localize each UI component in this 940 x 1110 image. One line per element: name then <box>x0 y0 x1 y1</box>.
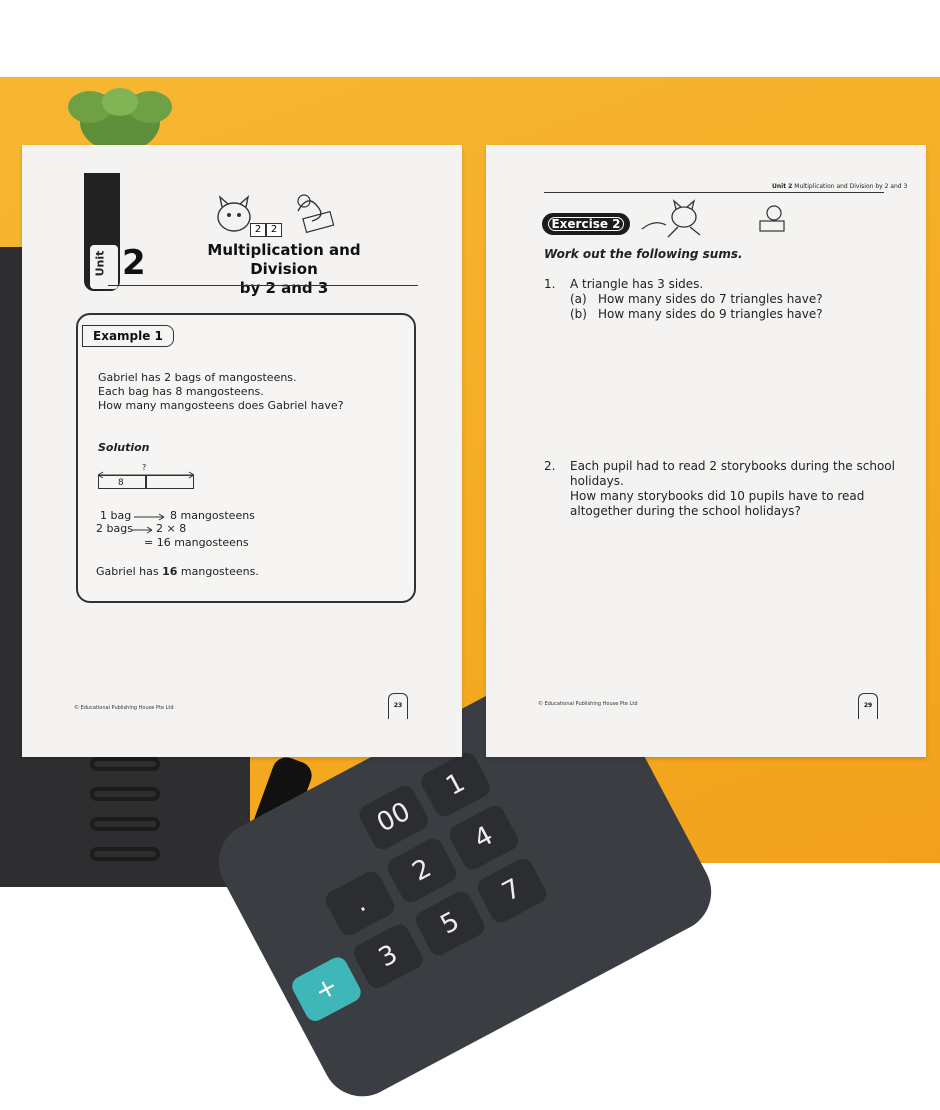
problem-line: Gabriel has 2 bags of mangosteens. <box>98 371 297 384</box>
question-number: 1. <box>544 277 556 291</box>
notebook-ring <box>90 817 160 831</box>
calc-key: 00 <box>356 782 432 853</box>
unit-tab <box>84 173 120 291</box>
subquestion-text: How many sides do 7 triangles have? <box>598 292 823 306</box>
problem-line: Each bag has 8 mangosteens. <box>98 385 264 398</box>
question-line: altogether during the school holidays? <box>570 504 801 518</box>
bar-value: 8 <box>118 478 124 488</box>
running-header <box>772 183 907 190</box>
running-cat-illustration <box>634 199 794 241</box>
number-card: 2 <box>266 223 282 237</box>
calc-key: 2 <box>384 835 460 906</box>
work-result: = 16 mangosteens <box>144 536 249 549</box>
work-right: 2 × 8 <box>156 522 187 535</box>
question-line: Each pupil had to read 2 storybooks during the school <box>570 459 895 473</box>
calc-key: 7 <box>474 855 550 926</box>
unit-title-line2: by 2 and 3 <box>239 279 329 297</box>
calc-key: . <box>322 868 398 939</box>
work-left: 1 bag <box>100 509 132 522</box>
plant-icon <box>60 52 180 147</box>
left-page <box>22 145 462 757</box>
page-footer: © Educational Publishing House Pte Ltd <box>74 705 174 711</box>
header-rule <box>544 192 884 193</box>
answer-sentence <box>96 565 259 578</box>
calc-key: 3 <box>350 921 426 992</box>
solution-label: Solution <box>98 441 150 454</box>
work-left: 2 bags <box>96 522 133 535</box>
example-box <box>76 313 416 603</box>
unit-label: Unit <box>93 250 107 277</box>
bar-unknown: ? <box>142 463 147 472</box>
answer-value: 16 <box>162 565 178 578</box>
question-text: A triangle has 3 sides. <box>570 277 704 291</box>
cat-and-mouse-illustration <box>208 191 358 239</box>
right-page <box>486 145 926 757</box>
notebook-ring <box>90 847 160 861</box>
unit-title <box>174 241 394 298</box>
arrow-icon <box>132 513 168 537</box>
unit-title-line1: Multiplication and Division <box>207 241 361 278</box>
subquestion-label: (b) <box>570 307 587 321</box>
number-card: 2 <box>250 223 266 237</box>
work-right: 8 mangosteens <box>170 509 255 522</box>
subquestion-text: How many sides do 9 triangles have? <box>598 307 823 321</box>
subquestion-label: (a) <box>570 292 587 306</box>
answer-suffix: mangosteens. <box>177 565 259 578</box>
question-number: 2. <box>544 459 556 473</box>
notebook-ring <box>90 757 160 771</box>
exercise-label-text: Exercise 2 <box>548 217 624 231</box>
unit-number: 2 <box>122 243 146 283</box>
calc-key: 4 <box>446 802 522 873</box>
bar-segment <box>146 475 194 489</box>
page-number: 29 <box>858 693 878 719</box>
question-line: holidays. <box>570 474 624 488</box>
notebook-ring <box>90 787 160 801</box>
page-footer: © Educational Publishing House Pte Ltd <box>538 701 638 707</box>
calc-key: 1 <box>418 749 494 820</box>
header-title: Multiplication and Division by 2 and 3 <box>794 183 908 190</box>
header-unit: Unit 2 <box>772 183 793 190</box>
page-number: 23 <box>388 693 408 719</box>
exercise-label <box>542 213 630 235</box>
problem-line: How many mangosteens does Gabriel have? <box>98 399 344 412</box>
title-rule <box>108 285 418 286</box>
answer-prefix: Gabriel has <box>96 565 163 578</box>
instruction: Work out the following sums. <box>544 247 743 261</box>
calc-plus-key: + <box>289 954 365 1025</box>
question-line: How many storybooks did 10 pupils have to read <box>570 489 865 503</box>
calc-key: 5 <box>412 888 488 959</box>
example-label: Example 1 <box>82 325 174 347</box>
